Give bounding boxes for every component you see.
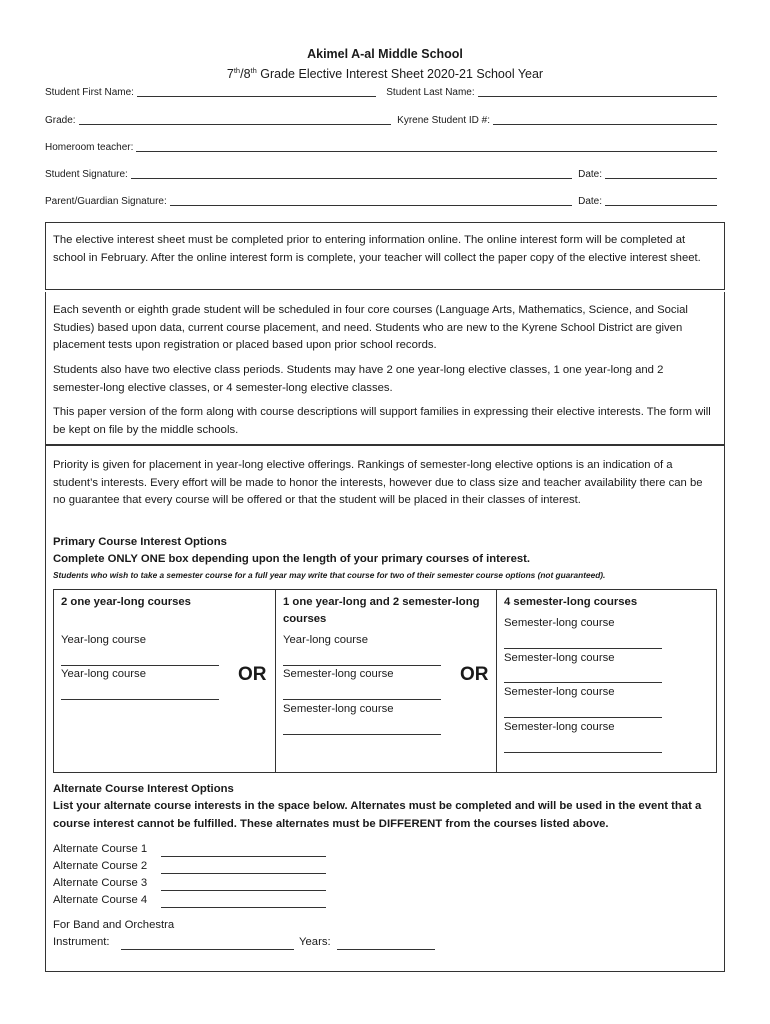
option-3-item-1: Semester-long course [504, 617, 615, 629]
option-2-line-2[interactable] [283, 699, 441, 700]
grade-field[interactable] [79, 115, 392, 125]
option-3-item-4: Semester-long course [504, 721, 615, 733]
option-2-item-3: Semester-long course [283, 703, 394, 715]
instrument-field[interactable] [121, 949, 294, 950]
student-signature-label: Student Signature: [45, 169, 128, 180]
primary-options-grid [53, 589, 717, 773]
option-1-line-1[interactable] [61, 665, 219, 666]
form-subtitle: 7th/8th Grade Elective Interest Sheet 2020-21 School Year [226, 66, 544, 82]
band-orchestra-title: For Band and Orchestra [53, 919, 175, 931]
last-name-label: Student Last Name: [386, 87, 475, 98]
option-2-item-1: Year-long course [283, 634, 368, 646]
primary-title: Primary Course Interest Options [53, 536, 227, 548]
option-semester [497, 590, 718, 772]
option-3-line-3[interactable] [504, 717, 662, 718]
homeroom-row [45, 142, 721, 154]
date-field-2[interactable] [605, 196, 717, 206]
option-1-item-1: Year-long course [61, 634, 146, 646]
option-2-line-3[interactable] [283, 734, 441, 735]
school-name: Akimel A-al Middle School [307, 47, 463, 61]
last-name-field[interactable] [478, 87, 717, 97]
first-name-label: Student First Name: [45, 87, 134, 98]
option-3-line-1[interactable] [504, 648, 662, 649]
alternate-4-label: Alternate Course 4 [53, 894, 148, 906]
grade-row [45, 115, 721, 127]
alternate-1-label: Alternate Course 1 [53, 843, 148, 855]
instrument-label: Instrument: [53, 936, 110, 948]
option-2-title: 1 one year-long and 2 semester-long courses [283, 596, 480, 625]
alternate-title: Alternate Course Interest Options [53, 783, 234, 795]
online-form-text: The elective interest sheet must be completed prior to entering information online. The online interest form will be completed at school in February. After the online interest form is complete, your teacher will collect the paper copy of the elective interest sheet. [53, 234, 701, 264]
semester-note: Students who wish to take a semester course for a full year may write that course for two of their semester course options (not guaranteed). [53, 570, 606, 580]
alternate-2-field[interactable] [161, 873, 326, 874]
kyrene-id-label: Kyrene Student ID #: [397, 115, 490, 126]
years-field[interactable] [337, 949, 435, 950]
option-3-line-4[interactable] [504, 752, 662, 753]
option-1-title: 2 one year-long courses [61, 596, 191, 608]
paper-version-text: This paper version of the form along with course descriptions will support families in expressing their elective interests. The form will be kept on file by the middle schools. [53, 406, 711, 436]
option-1-item-2: Year-long course [61, 668, 146, 680]
homeroom-label: Homeroom teacher: [45, 142, 134, 153]
kyrene-id-field[interactable] [493, 115, 717, 125]
parent-signature-row [45, 196, 721, 208]
option-2-item-2: Semester-long course [283, 668, 394, 680]
grade-label: Grade: [45, 115, 76, 126]
option-3-item-2: Semester-long course [504, 652, 615, 664]
option-2-line-1[interactable] [283, 665, 441, 666]
priority-text: Priority is given for placement in year-long elective offerings. Rankings of semester-long elective options is an indication of a student’s interests. Every effort will be made to honor the interests, however due to class size and teacher availability there can be no guarantee that every course will be offered or that the student will be placed in their classes of interest. [53, 459, 703, 506]
alternate-1-field[interactable] [161, 856, 326, 857]
or-separator-2: OR [460, 664, 489, 685]
option-3-line-2[interactable] [504, 682, 662, 683]
student-signature-field[interactable] [131, 169, 572, 179]
option-3-title: 4 semester-long courses [504, 596, 638, 608]
alternate-4-field[interactable] [161, 907, 326, 908]
alternate-3-label: Alternate Course 3 [53, 877, 148, 889]
primary-instruction: Complete ONLY ONE box depending upon the length of your primary courses of interest. [53, 553, 531, 565]
date-field-1[interactable] [605, 169, 717, 179]
elective-periods-text: Students also have two elective class periods. Students may have 2 one year-long elective classes, 1 one year-long and 2 semester-long elective classes, or 4 semester-long elective classes. [53, 364, 664, 394]
date-label-1: Date: [578, 169, 602, 180]
homeroom-field[interactable] [136, 142, 717, 152]
option-1-line-2[interactable] [61, 699, 219, 700]
alternate-instruction: List your alternate course interests in the space below. Alternates must be completed and will be used in the event that a course interest cannot be fulfilled. These alternates must be DIFFERENT from the courses listed above. [53, 800, 702, 830]
date-label-2: Date: [578, 196, 602, 207]
or-separator-1: OR [238, 664, 267, 685]
core-courses-text: Each seventh or eighth grade student will be scheduled in four core courses (Language Arts, Mathematics, Science, and Social Studies) based upon data, current course placement, and need. Students who are new to the Kyrene School District are given placement tests upon registration or placed based upon prior school records. [53, 304, 688, 351]
option-3-item-3: Semester-long course [504, 686, 615, 698]
alternate-3-field[interactable] [161, 890, 326, 891]
years-label: Years: [299, 936, 331, 948]
first-name-field[interactable] [137, 87, 376, 97]
parent-signature-label: Parent/Guardian Signature: [45, 196, 167, 207]
student-signature-row [45, 169, 721, 181]
alternate-2-label: Alternate Course 2 [53, 860, 148, 872]
parent-signature-field[interactable] [170, 196, 572, 206]
name-row [45, 87, 721, 99]
